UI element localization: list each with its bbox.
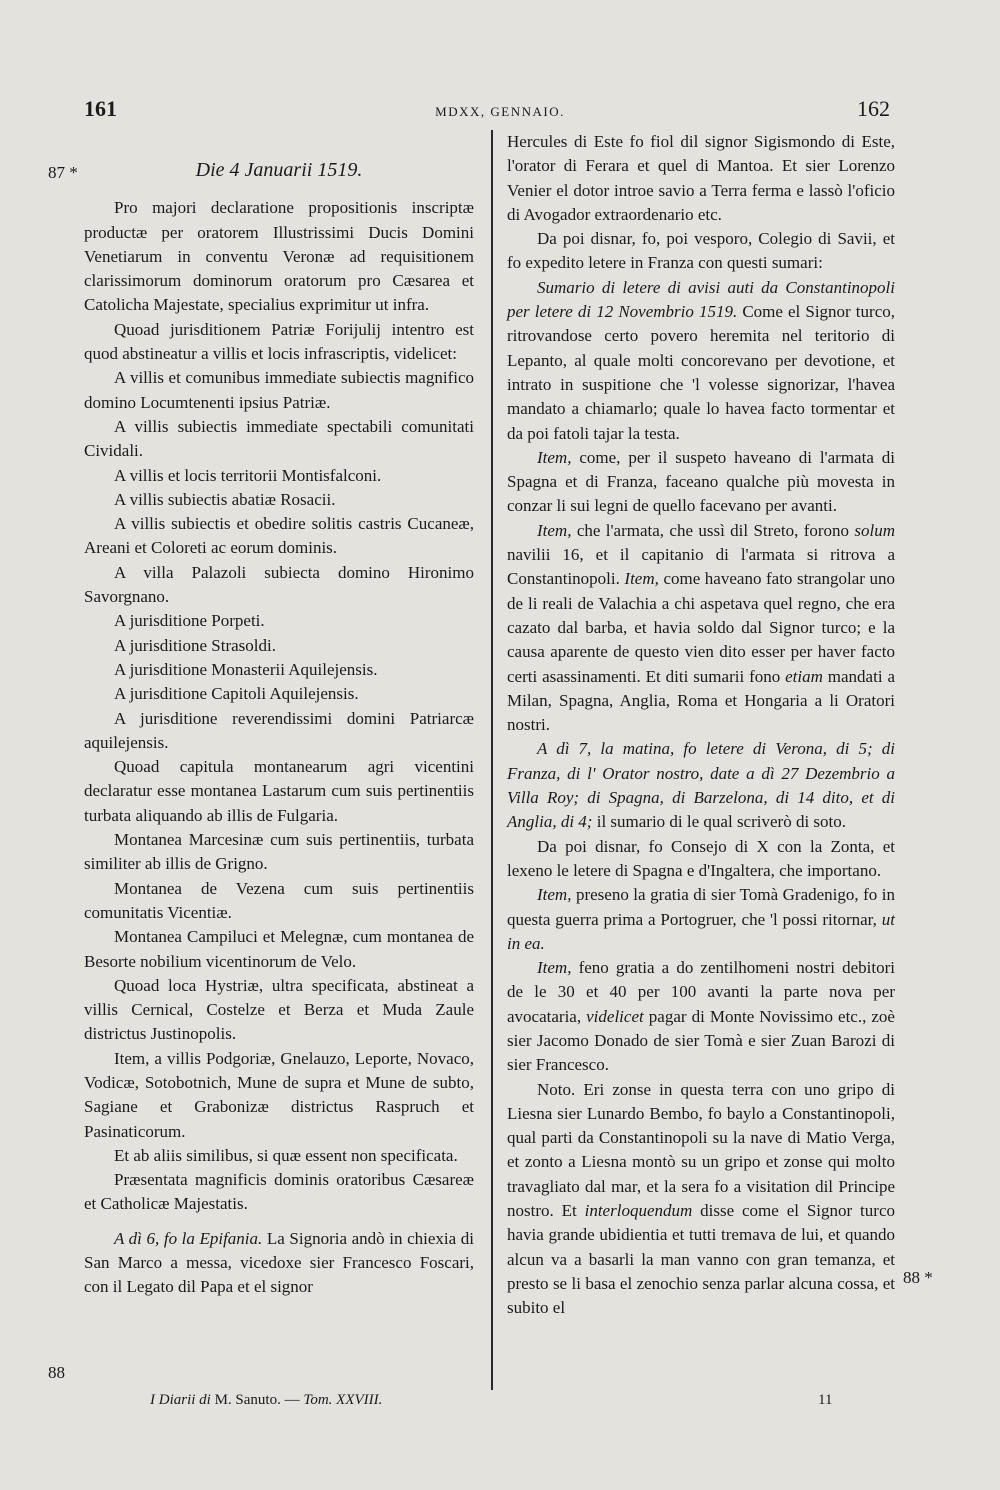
paragraph: Quoad loca Hystriæ, ultra specificata, abstineat a villis Cernical, Costelze et Berza et Muda Zaule districtus Justinopolis. xyxy=(84,975,474,1044)
italic-text: Item, xyxy=(537,958,572,978)
italic-text: Item, xyxy=(537,885,572,905)
footer-italic: I Diarii di xyxy=(150,1392,211,1408)
paragraph: A villa Palazoli subiecta domino Hironimo Savorgnano. xyxy=(84,562,474,607)
text-run: navilii 16, et il capitanio di l'armata si ritrova a Constantinopoli. xyxy=(507,545,895,589)
text-run: disse come el Signor turco havia grande ubidientia et tutti tremava de lui, et quando alcun va a basarli la man vanno con gran temanza, et presto se li basa el zenochio senza parlar alcuna cossa, et subito el xyxy=(507,1201,895,1318)
text-run: Come el Signor turco, ritrovandose certo povero heremita nel teritorio di Lepanto, al quale molti concorevano per devotione, et intrato in suspitione che 'l volesse signorizar, l'havea mandato a chiamarlo; quale lo havea facto tormentar et da poi fatoli tajar la testa. xyxy=(507,302,895,443)
paragraph: Quoad jurisditionem Patriæ Forijulij intentro est quod abstineatur a villis et locis infrascriptis, videlicet: xyxy=(84,319,474,364)
margin-note-88-right: 88 * xyxy=(903,1268,933,1287)
paragraph xyxy=(84,1227,474,1300)
paragraph: Hercules di Este fo fiol dil signor Sigismondo di Este, l'orator di Ferara et quel di Mantoa. Et sier Lorenzo Venier el dotor introe savio a Terra ferma e lassò l'oficio di Avogador extraordenario etc. xyxy=(507,132,895,224)
text-run: feno gratia a do zentilhomeni nostri debitori de le 30 et 40 per 100 avanti la parte nova per avocataria, xyxy=(507,958,895,1026)
paragraph: A jurisditione reverendissimi domini Patriarcæ aquilejensis. xyxy=(84,708,474,752)
paragraph: Pro majori declaratione propositionis inscriptæ productæ per oratorem Illustrissimi Ducis Domini Venetiarum in conventu Veronæ ad requisitionem clarissimorum dominorum oratorum pro Cæsarea et Catolicha Majestate, specialius exprimitur ut infra. xyxy=(84,198,474,315)
paragraph: A jurisditione Monasterii Aquilejensis. xyxy=(114,659,378,679)
paragraph xyxy=(507,1078,895,1321)
margin-note-88: 88 xyxy=(48,1363,65,1382)
italic-text: interloquendum xyxy=(584,1201,693,1221)
italic-text: Item, xyxy=(537,520,572,540)
paragraph xyxy=(507,519,895,738)
paragraph: Da poi disnar, fo, poi vesporo, Colegio di Savii, et fo expedito letere in Franza con questi sumari: xyxy=(507,229,895,273)
paragraph: A villis et locis territorii Montisfalconi. xyxy=(114,465,382,485)
paragraph: Montanea Campiluci et Melegnæ, cum montanea de Besorte nobilium vicentinorum de Velo. xyxy=(84,927,474,971)
page-header xyxy=(0,96,1000,126)
footer-text: M. Sanuto. — xyxy=(210,1392,304,1408)
text-run: La Signoria andò in chiexia di San Marco a messa, vicedoxe sier Francesco Foscari, con il Legato dil Papa et el signor xyxy=(84,1228,474,1297)
paragraph: A jurisditione Capitoli Aquilejensis. xyxy=(114,684,359,704)
footer-sheet-number: 11 xyxy=(818,1392,833,1408)
italic-text: A dì 7, la matina, fo letere di Verona, di 5; di Franza, di l' Orator nostro, date a dì 27 Dezembrio a Villa Roy; di Spagna, di Barzelona, di 14 dito, et di Anglia, di 4; xyxy=(507,739,895,832)
italic-text: videlicet xyxy=(586,1006,644,1026)
running-title: MDXX, GENNAIO. xyxy=(435,104,565,119)
italic-text: etiam xyxy=(785,666,823,686)
footer-signature xyxy=(150,1392,382,1409)
right-column xyxy=(507,130,895,1321)
italic-text: ut in ea. xyxy=(507,909,895,953)
paragraph: A jurisditione Strasoldi. xyxy=(114,635,276,655)
paragraph: A villis et comunibus immediate subiectis magnifico domino Locumtenenti ipsius Patriæ. xyxy=(84,368,474,412)
italic-text: Item, xyxy=(624,569,659,589)
paragraph: A villis subiectis immediate spectabili comunitati Cividali. xyxy=(84,416,474,461)
italic-text: solum xyxy=(854,520,895,540)
paragraph: Montanea de Vezena cum suis pertinentiis comunitatis Vicentiæ. xyxy=(84,878,474,922)
paragraph xyxy=(507,883,895,956)
italic-text: A dì 6, fo la Epifania. xyxy=(114,1228,263,1248)
paragraph: A villis subiectis abatiæ Rosacii. xyxy=(114,489,336,509)
text-run: come, per il suspeto haveano di l'armata di Spagna et di Franza, faceano qualche più movesta in conzar li sui legni de quello facevano per avanti. xyxy=(507,447,895,516)
left-column xyxy=(84,130,474,1300)
left-page-number: 161 xyxy=(84,96,117,121)
text-run: come haveano fato strangolar uno de li reali de Valachia a chi aspetava quel regno, che era cazato dal barba, et havia soldo dal Signor turco; e la causa aparente de questo vien dito esser per haver facto certi asassinamenti. Et diti sumarii fono xyxy=(507,569,895,686)
column-divider xyxy=(491,130,493,1390)
paragraph xyxy=(507,276,895,446)
paragraph: A villis subiectis et obedire solitis castris Cucaneæ, Areani et Coloreti ac eorum dominis. xyxy=(84,514,474,558)
paragraph xyxy=(507,956,895,1077)
paragraph: Et ab aliis similibus, si quæ essent non specificata. xyxy=(114,1145,458,1165)
text-run: preseno la gratia di sier Tomà Gradenigo, fo in questa guerra prima a Portogruer, che 'l possi ritornar, xyxy=(507,885,895,929)
text-run: il sumario di le qual scriverò di soto. xyxy=(592,812,847,832)
text-run: che l'armata, che ussì dil Streto, forono xyxy=(571,520,855,540)
italic-text: Sumario di letere di avisi auti da Constantinopoli per letere di 12 Novembrio 1519. xyxy=(507,277,895,322)
paragraph xyxy=(507,446,895,519)
right-page-number: 162 xyxy=(857,96,890,121)
paragraph: Da poi disnar, fo Consejo di X con la Zonta, et lexeno le letere di Spagna e d'Ingaltera, che importano. xyxy=(507,836,895,880)
text-run: Noto. Eri zonse in questa terra con uno gripo di Liesna sier Lunardo Bembo, fo baylo a Constantinopoli, qual parti da Constantinopoli su la nave di Matio Verga, et zonto a Liesna montò su un gripo et zonse qui molto travagliato dal mar, et la sera fo a visitation dil Principe nostro. Et xyxy=(507,1079,895,1221)
paragraph: Montanea Marcesinæ cum suis pertinentiis, turbata similiter ab illis de Grigno. xyxy=(84,830,474,874)
margin-note-87: 87 * xyxy=(48,163,78,182)
paragraph: A jurisditione Porpeti. xyxy=(114,611,265,631)
text-run: mandati a Milan, Spagna, Anglia, Roma et Hongaria a li Oratori nostri. xyxy=(507,666,895,735)
paragraph: Quoad capitula montanearum agri vicentini declaratur esse montanea Lastarum cum suis pertinentiis turbata aliquando ab illis de Fulgaria. xyxy=(84,757,474,825)
text-run: pagar di Monte Novissimo etc., zoè sier Jacomo Donado de sier Tomà e sier Zuan Barozi di sier Francesco. xyxy=(507,1006,895,1075)
paragraph: Item, a villis Podgoriæ, Gnelauzo, Leporte, Novaco, Vodicæ, Sotobotnich, Mune de supra et Mune de subto, Sagiane et Grabonizæ districtus Raspruch et Pasinaticorum. xyxy=(84,1048,474,1141)
footer-italic: Tom. XXVIII. xyxy=(303,1392,383,1408)
left-heading: Die 4 Januarii 1519. xyxy=(195,159,363,181)
italic-text: Item, xyxy=(537,447,572,467)
paragraph xyxy=(507,737,895,834)
paragraph: Præsentata magnificis dominis oratoribus Cæsareæ et Catholicæ Majestatis. xyxy=(84,1170,474,1214)
